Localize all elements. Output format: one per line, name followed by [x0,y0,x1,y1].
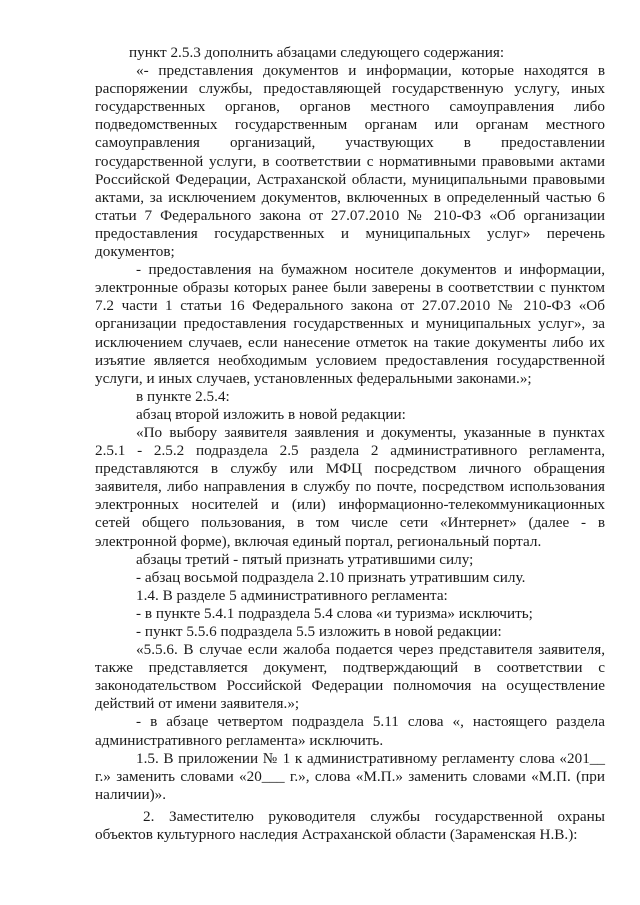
document-body [95,44,605,844]
paragraph-2-5-4-heading: в пункте 2.5.4: [136,387,230,405]
paragraph-2-deputy: 2. Заместителю руководителя службы государственной охраны объектов культурного наследия Астраханской области (Зараменская Н.В.): [95,807,605,844]
paragraph-5-11: - в абзаце четвертом подраздела 5.11 слова «, настоящего раздела административного регламента» исключить. [95,713,605,749]
paragraph-paper-documents: - предоставления на бумажном носителе документов и информации, электронные образы которых ранее были заверены в соответствии с пунктом 7.2 части 1 статьи 16 Федерального закона от 27.07.2010 № 210-ФЗ «Об организации предоставления государственных и муниципальных услуг», за исключением случаев, если нанесение отметок на такие документы либо их изъятие является необходимым условием предоставления государственной услуги, и иных случаев, установленных федеральными законами.»; [95,261,605,387]
paragraph-documents-at-disposal: «- представления документов и информации, которые находятся в распоряжении службы, предоставляющей государственную услугу, иных государственных органов, органов местного самоуправления либо подведомственных государственным органам или органам местного самоуправления организаций, участвующих в предоставлении государственной услуги, в соответствии с нормативными правовыми актами Российской Федерации, Астраханской области, муниципальными правовыми актами, за исключением документов, включенных в определенный частью 6 статьи 7 Федерального закона от 27.07.2010 № 210-ФЗ «Об организации предоставления государственных и муниципальных услуг» перечень документов; [95,62,605,261]
paragraph-third-fifth-void: абзацы третий - пятый признать утратившими силу; [136,550,474,568]
paragraph-1-5: 1.5. В приложении № 1 к административному регламенту слова «201__ г.» заменить словами «20___ г.», слова «М.П.» заменить словами «М.П. (при наличии)». [95,749,605,803]
paragraph-5-5-6-heading: - пункт 5.5.6 подраздела 5.5 изложить в новой редакции: [136,623,502,640]
paragraph-2-10-void: - абзац восьмой подраздела 2.10 признать утратившим силу. [136,568,526,586]
paragraph-applicant-choice: «По выбору заявителя заявления и документы, указанные в пунктах 2.5.1 - 2.5.2 подраздела 2.5 раздела 2 административного регламента, представляются в службу или МФЦ посредством личного обращения заявителя, либо направления в службу по почте, посредством использования электронных носителей и (или) информационно-телекоммуникационных сетей общего пользования, в том числе сети «Интернет» (далее - в электронной форме), включая единый портал, региональный портал. [95,423,605,550]
paragraph-second-abzac: абзац второй изложить в новой редакции: [136,405,406,423]
paragraph-1-4-heading: 1.4. В разделе 5 административного регламента: [136,586,448,604]
paragraph-2-5-3-intro: пункт 2.5.3 дополнить абзацами следующего содержания: [129,44,505,61]
paragraph-5-4-1: - в пункте 5.4.1 подраздела 5.4 слова «и туризма» исключить; [136,604,533,622]
paragraph-5-5-6-text: «5.5.6. В случае если жалоба подается через представителя заявителя, также представляется документ, подтверждающий в соответствии с законодательством Российской Федерации полномочия на осуществление действий от имени заявителя.»; [95,641,605,713]
